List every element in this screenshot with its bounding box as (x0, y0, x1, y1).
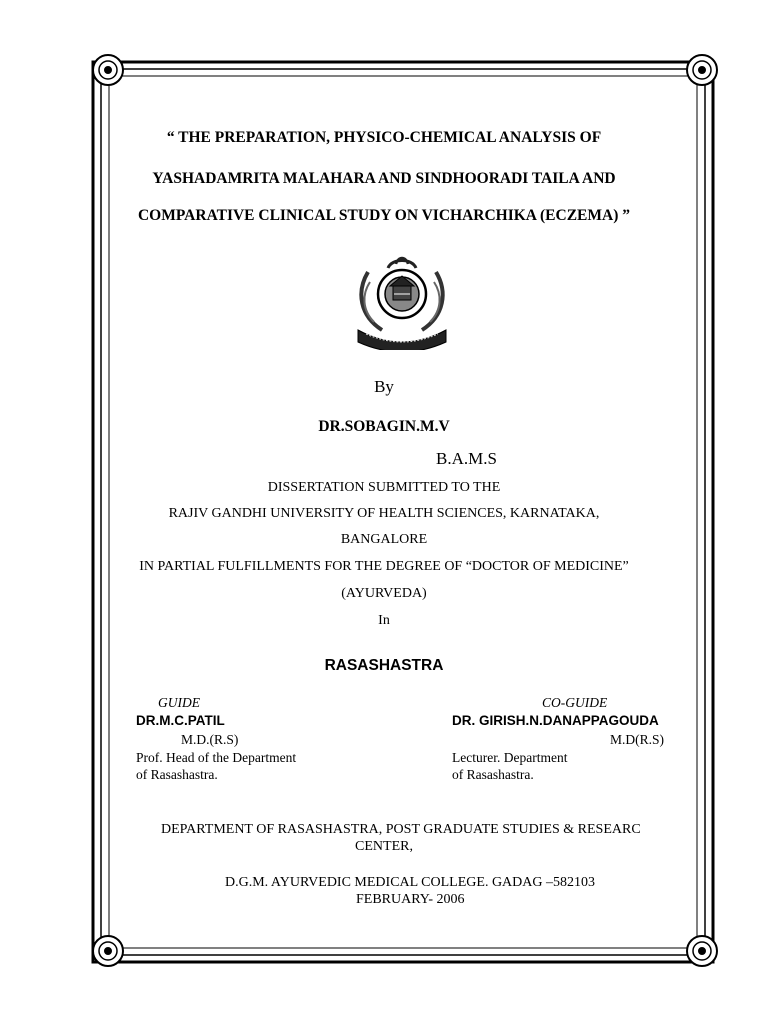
co-guide-department: of Rasashastra. (452, 767, 534, 782)
title-line-3: COMPARATIVE CLINICAL STUDY ON VICHARCHIKA (ECZEMA) ” (137, 207, 631, 224)
guide-position: Prof. Head of the Department (136, 750, 297, 765)
co-guide-name: DR. GIRISH.N.DANAPPAGOUDA (452, 713, 659, 728)
submission-line-2: RAJIV GANDHI UNIVERSITY OF HEALTH SCIENCES, KARNATAKA, (168, 506, 600, 521)
co-guide-role: CO-GUIDE (542, 695, 608, 710)
department-line-2: CENTER, (355, 839, 413, 854)
title-line-2: YASHADAMRITA MALAHARA AND SINDHOORADI TAILA AND (152, 170, 616, 187)
corner-ornament-bottom-left (93, 936, 123, 966)
guide-name: DR.M.C.PATIL (136, 713, 225, 728)
submission-line-4: IN PARTIAL FULFILLMENTS FOR THE DEGREE OF “DOCTOR OF MEDICINE” (139, 559, 629, 574)
co-guide-degree: M.D(R.S) (610, 732, 665, 747)
corner-ornament-top-left (93, 55, 123, 85)
guide-role: GUIDE (158, 695, 200, 710)
author-name: DR.SOBAGIN.M.V (318, 418, 450, 435)
submission-line-3: BANGALORE (340, 532, 428, 547)
title-line-1: “ THE PREPARATION, PHYSICO-CHEMICAL ANALYSIS OF (166, 129, 602, 146)
submission-line-5: (AYURVEDA) (341, 586, 427, 601)
guide-department: of Rasashastra. (136, 767, 218, 782)
corner-ornament-bottom-right (687, 936, 717, 966)
college-emblem-icon (352, 250, 452, 350)
corner-ornament-top-right (687, 55, 717, 85)
co-guide-position: Lecturer. Department (452, 750, 568, 765)
department-line-1: DEPARTMENT OF RASASHASTRA, POST GRADUATE STUDIES & RESEARC (161, 822, 641, 837)
guide-degree: M.D.(R.S) (181, 732, 239, 747)
submission-date: FEBRUARY- 2006 (356, 892, 465, 907)
author-degree: B.A.M.S (436, 449, 497, 468)
submission-line-6: In (378, 613, 390, 628)
subject-heading: RASASHASTRA (324, 657, 444, 674)
by-label: By (374, 377, 394, 396)
college-address: D.G.M. AYURVEDIC MEDICAL COLLEGE. GADAG –582103 (225, 875, 596, 890)
submission-line-1: DISSERTATION SUBMITTED TO THE (267, 480, 501, 495)
